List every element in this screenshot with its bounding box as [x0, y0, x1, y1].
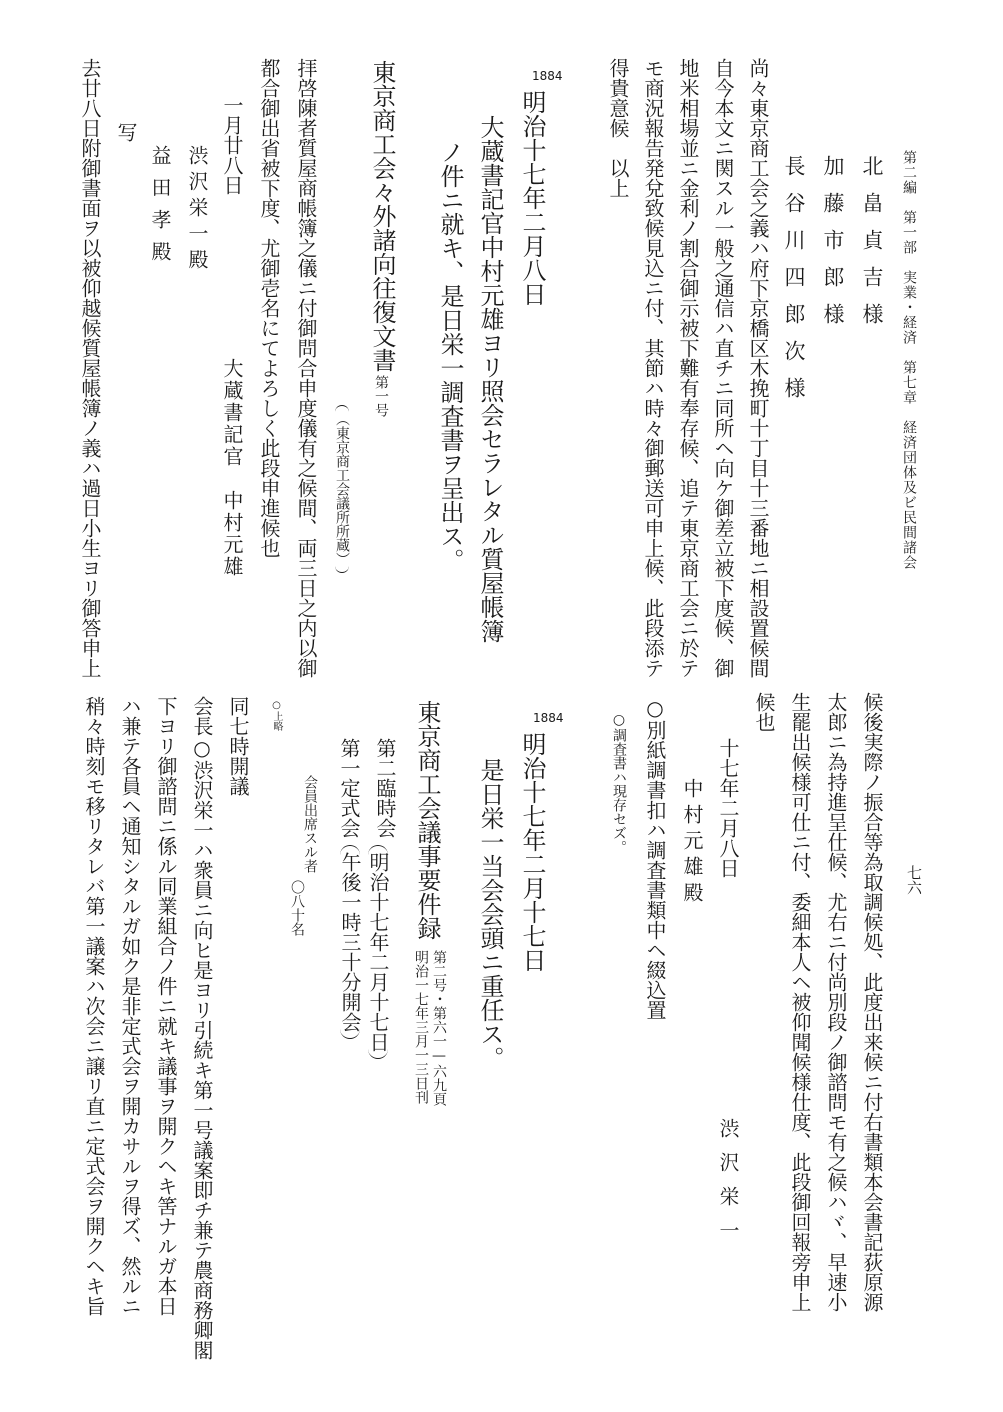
source-number: 第一号	[373, 375, 389, 417]
cont-line: 太郎ニ為持進呈仕候、尤右ニ付尚別段ノ御諮問モ有之候ハヾ、早速小	[824, 692, 848, 1312]
minutes-line: ハ兼テ各員ヘ通知シタルガ如ク是非定式会ヲ開カサルヲ得ズ、然ルニ	[118, 696, 142, 1316]
minutes-line: 下ヨリ御諮問ニ係ル同業組合ノ件ニ就キ議事ヲ開クヘキ筈ナルガ本日	[154, 696, 178, 1316]
western-year: 1884	[532, 69, 563, 83]
meeting-date: 明治十七年二月十七日	[368, 845, 388, 1059]
page-number: 七六	[905, 865, 923, 895]
letter2-line: 都合御出省被下度、尤御壱名にてよろしく此段申進候也	[257, 58, 281, 558]
letter2-addressee: 渋沢栄一殿	[185, 145, 209, 275]
letter2-date: 一月廿八日	[220, 95, 244, 195]
western-year: 1884	[533, 711, 564, 725]
copy-label: 写	[114, 122, 138, 142]
entry-text: 是日栄一当会会頭ニ重任ス。	[476, 758, 504, 1070]
source-note: （東京商工会議所所蔵）	[335, 405, 349, 573]
source-title: 東京商工会々外諸向往復文書	[368, 60, 396, 372]
addressee: 長谷川四郎次様	[782, 155, 806, 414]
cont-line: 候也	[752, 692, 776, 732]
letter-body-line: 得貴意候 以上	[606, 58, 630, 198]
cont-date: 十七年二月八日	[716, 738, 740, 878]
cont-line: 候後実際ノ振合等為取調候処、此度出来候ニ付右書類本会書記荻原源	[860, 692, 884, 1312]
letter2-line: 拝啓陳者質屋商帳簿之儀ニ付御問合申度儀有之候間、両三日之内以御	[294, 58, 318, 678]
cont-line: 生罷出候様可仕ニ付、委細本人ヘ被仰聞候様仕度、此段御回報旁申上	[788, 692, 812, 1312]
cont-sender: 渋沢栄一	[716, 1118, 740, 1254]
minutes-line: 稍々時刻モ移リタレバ第一議案ハ次会ニ譲リ直ニ定式会ヲ開クヘキ旨	[82, 696, 106, 1316]
note: ○別紙調書扣ハ調査書類中ヘ綴込置	[643, 696, 667, 1020]
entry-text: 大蔵書記官中村元雄ヨリ照会セラレタル質屋帳簿	[476, 115, 504, 643]
reply-line: 去廿八日附御書面ヲ以被仰越候質屋帳簿ノ義ハ過日小生ヨリ御答申上	[78, 58, 102, 678]
running-head: 第二編 第一部 実業・経済 第七章 経済団体及ビ民間諸会	[901, 150, 917, 570]
entry-date: 明治十七年二月十七日	[518, 732, 546, 972]
note: ○調査書ハ現存セズ。	[611, 712, 627, 854]
letter-body-line: 地米相場並ニ金利ノ割合御示被下難有奉存候、追テ東京商工会ニ於テ	[676, 58, 700, 678]
omission-mark: ○上略	[271, 700, 282, 731]
meeting-name: 第二臨時会	[373, 738, 397, 838]
attendance-count: 〇八十名	[289, 880, 305, 936]
letter-body-line: モ商況報告発兌致候見込ニ付、其節ハ時々御郵送可申上候、此段添テ	[641, 58, 665, 678]
addressee: 加藤市郎様	[821, 155, 845, 340]
source-ref: 第二号・第六一—六九頁	[431, 950, 447, 1106]
open-time: 同七時開議	[226, 696, 250, 796]
meeting-time: 午後一時三十分開会	[340, 845, 360, 1039]
letter2-sender: 大蔵書記官 中村元雄	[220, 358, 244, 578]
source-ref: 明治一七年三月一三日刊	[413, 950, 429, 1104]
entry-text: ノ件ニ就キ、是日栄一調査書ヲ呈出ス。	[436, 140, 464, 572]
cont-addressee: 中村元雄殿	[680, 778, 704, 908]
source-title: 東京商工会議事要件録	[413, 700, 441, 940]
addressee: 北畠貞吉様	[860, 155, 884, 340]
letter-body-line: 自今本文ニ関スル一般之通信ハ直チニ同所ヘ向ケ御差立被下度候、御	[711, 58, 735, 678]
entry-date: 明治十七年二月八日	[518, 90, 546, 306]
minutes-line: 会長○渋沢栄一ハ衆員ニ向ヒ是ヨリ引続キ第一号議案即チ兼テ農商務卿閣	[190, 696, 214, 1360]
letter2-addressee: 益田孝殿	[148, 145, 172, 273]
meeting-type: 第一定式会	[337, 738, 361, 838]
letter-body-line: 尚々東京商工会之義ハ府下京橋区木挽町十丁目十三番地ニ相設置候間	[746, 58, 770, 678]
attendance-label: 会員出席スル者	[302, 775, 318, 873]
